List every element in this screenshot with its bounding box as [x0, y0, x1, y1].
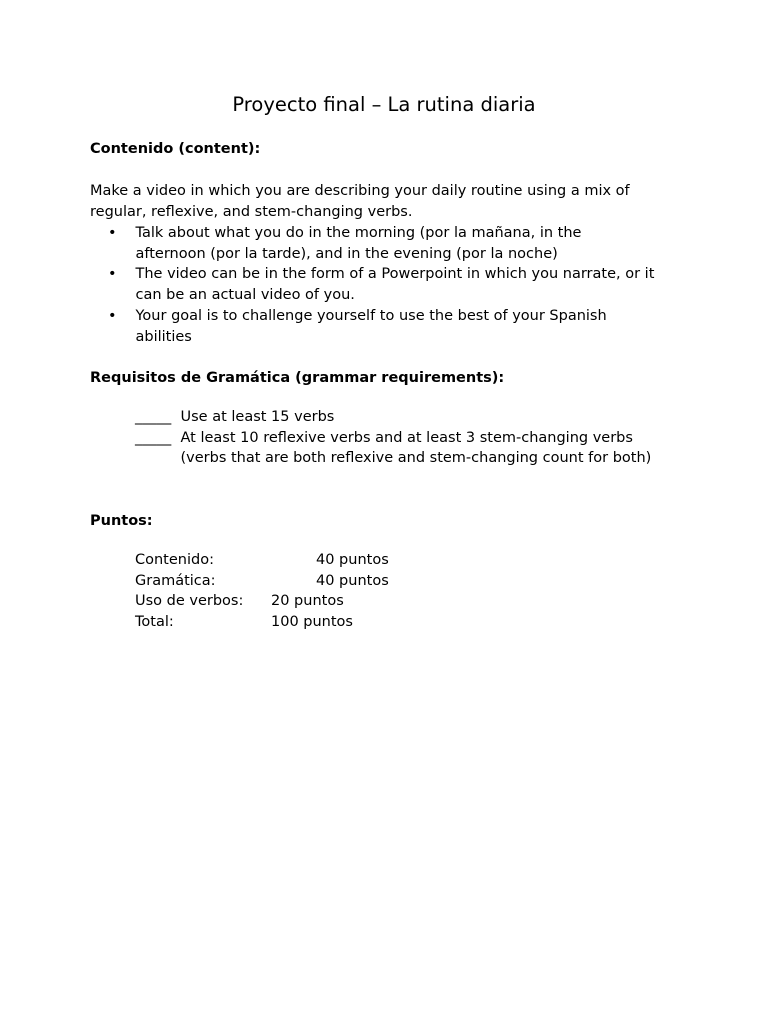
points-label: Contenido:	[135, 552, 214, 568]
bullet-item	[90, 306, 690, 347]
bullet-item	[90, 264, 690, 305]
bullet-line-1: Your goal is to challenge yourself to use the best of your Spanish	[135, 307, 607, 324]
points-label: Uso de verbos:	[135, 593, 244, 610]
bullet-icon: •	[108, 266, 117, 283]
content-intro-line-1: Make a video in which you are describing your daily routine using a mix of	[90, 183, 630, 199]
bullet-line-1: The video can be in the form of a Powerpoint in which you narrate, or it	[135, 266, 655, 283]
bullet-icon: •	[108, 225, 117, 241]
bullet-line-2: abilities	[135, 328, 192, 345]
points-value: 40 puntos	[316, 552, 389, 568]
points-value: 100 puntos	[271, 614, 353, 631]
bullet-line-2: afternoon (por la tarde), and in the evening (por la noche)	[135, 245, 558, 262]
checklist-blank: _____	[135, 429, 172, 446]
checklist-item	[135, 407, 695, 428]
checklist-line-1: At least 10 reflexive verbs and at least 3 stem-changing verbs	[180, 429, 633, 446]
bullet-line-2: can be an actual video of you.	[135, 287, 355, 304]
content-intro-line-2: regular, reflexive, and stem-changing verbs.	[90, 203, 413, 220]
bullet-line-1: Talk about what you do in the morning (por la mañana, in the	[135, 225, 582, 241]
points-row	[135, 571, 535, 592]
points-table	[135, 550, 535, 633]
content-bullet-list	[90, 223, 690, 347]
points-row	[135, 612, 535, 633]
points-heading: Puntos:	[90, 513, 153, 529]
grammar-checklist	[135, 407, 695, 469]
document-title: Proyecto final – La rutina diaria	[232, 93, 536, 116]
bullet-item	[90, 223, 690, 264]
content-intro	[90, 181, 690, 222]
checklist-line-1: Use at least 15 verbs	[180, 409, 335, 425]
grammar-heading: Requisitos de Gramática (grammar requirements):	[90, 370, 505, 386]
points-value: 20 puntos	[271, 593, 344, 610]
checklist-item	[135, 428, 695, 469]
points-label: Total:	[135, 614, 174, 631]
checklist-line-2: (verbs that are both reflexive and stem-changing count for both)	[180, 450, 652, 467]
points-row	[135, 550, 535, 571]
points-label: Gramática:	[135, 572, 216, 589]
content-heading: Contenido (content):	[90, 141, 261, 157]
checklist-blank: _____	[135, 409, 172, 425]
points-value: 40 puntos	[316, 572, 389, 589]
bullet-icon: •	[108, 307, 117, 324]
points-row	[135, 591, 535, 612]
